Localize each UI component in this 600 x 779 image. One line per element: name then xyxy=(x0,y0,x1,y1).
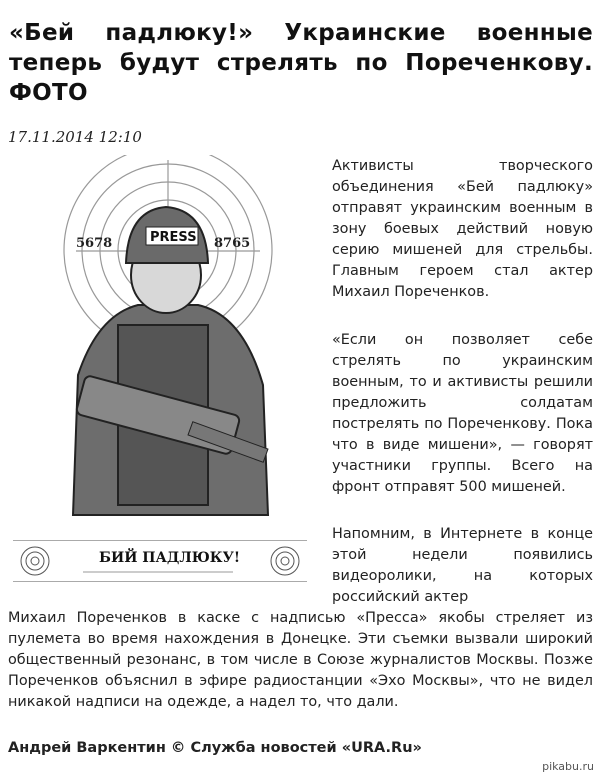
paragraph-3-start: Напомним, в Интернете в конце этой недели появились видеоролики, на которых российский актер xyxy=(332,526,593,605)
target-number-right: 8765 xyxy=(214,236,251,251)
article-signature: Андрей Варкентин © Служба новостей «URA.Ru» xyxy=(8,740,422,756)
illustration-banner xyxy=(13,540,307,582)
target-illustration xyxy=(8,155,318,525)
banner-text: БИЙ ПАДЛЮКУ! xyxy=(99,550,241,566)
paragraph-1: Активисты творческого объединения «Бей падлюку» отправят украинским военным в зону боевых действий новую серию мишеней для стрельбы. Главным героем стал актер Михаил Пореченков. xyxy=(332,158,593,300)
target-number-left: 5678 xyxy=(76,236,113,251)
article-title: «Бей падлюку!» Украинские военные теперь будут стрелять по Пореченкову. ФОТО xyxy=(9,20,593,106)
watermark: pikabu.ru xyxy=(542,760,594,773)
article-date: 17.11.2014 12:10 xyxy=(8,128,142,146)
helmet-text: PRESS xyxy=(150,230,197,245)
paragraph-2: «Если он позволяет себе стрелять по украинским военным, то и активисты решили предложить солдатам пострелять по Пореченкову. Пока что в виде мишени», — говорят участники группы. Всего на фронт отправят 500 мишеней. xyxy=(332,332,593,495)
paragraph-3-continued: Михаил Пореченков в каске с надписью «Пресса» якобы стреляет из пулемета во время нахождения в Донецке. Эти съемки вызвали широкий общественный резонанс, в том числе в Союзе журналистов Москвы. Позже Пореченков объяснил в эфире радиостанции «Эхо Москвы», что не видел никакой надписи на одежде, а надел то, что дали. xyxy=(8,610,593,710)
